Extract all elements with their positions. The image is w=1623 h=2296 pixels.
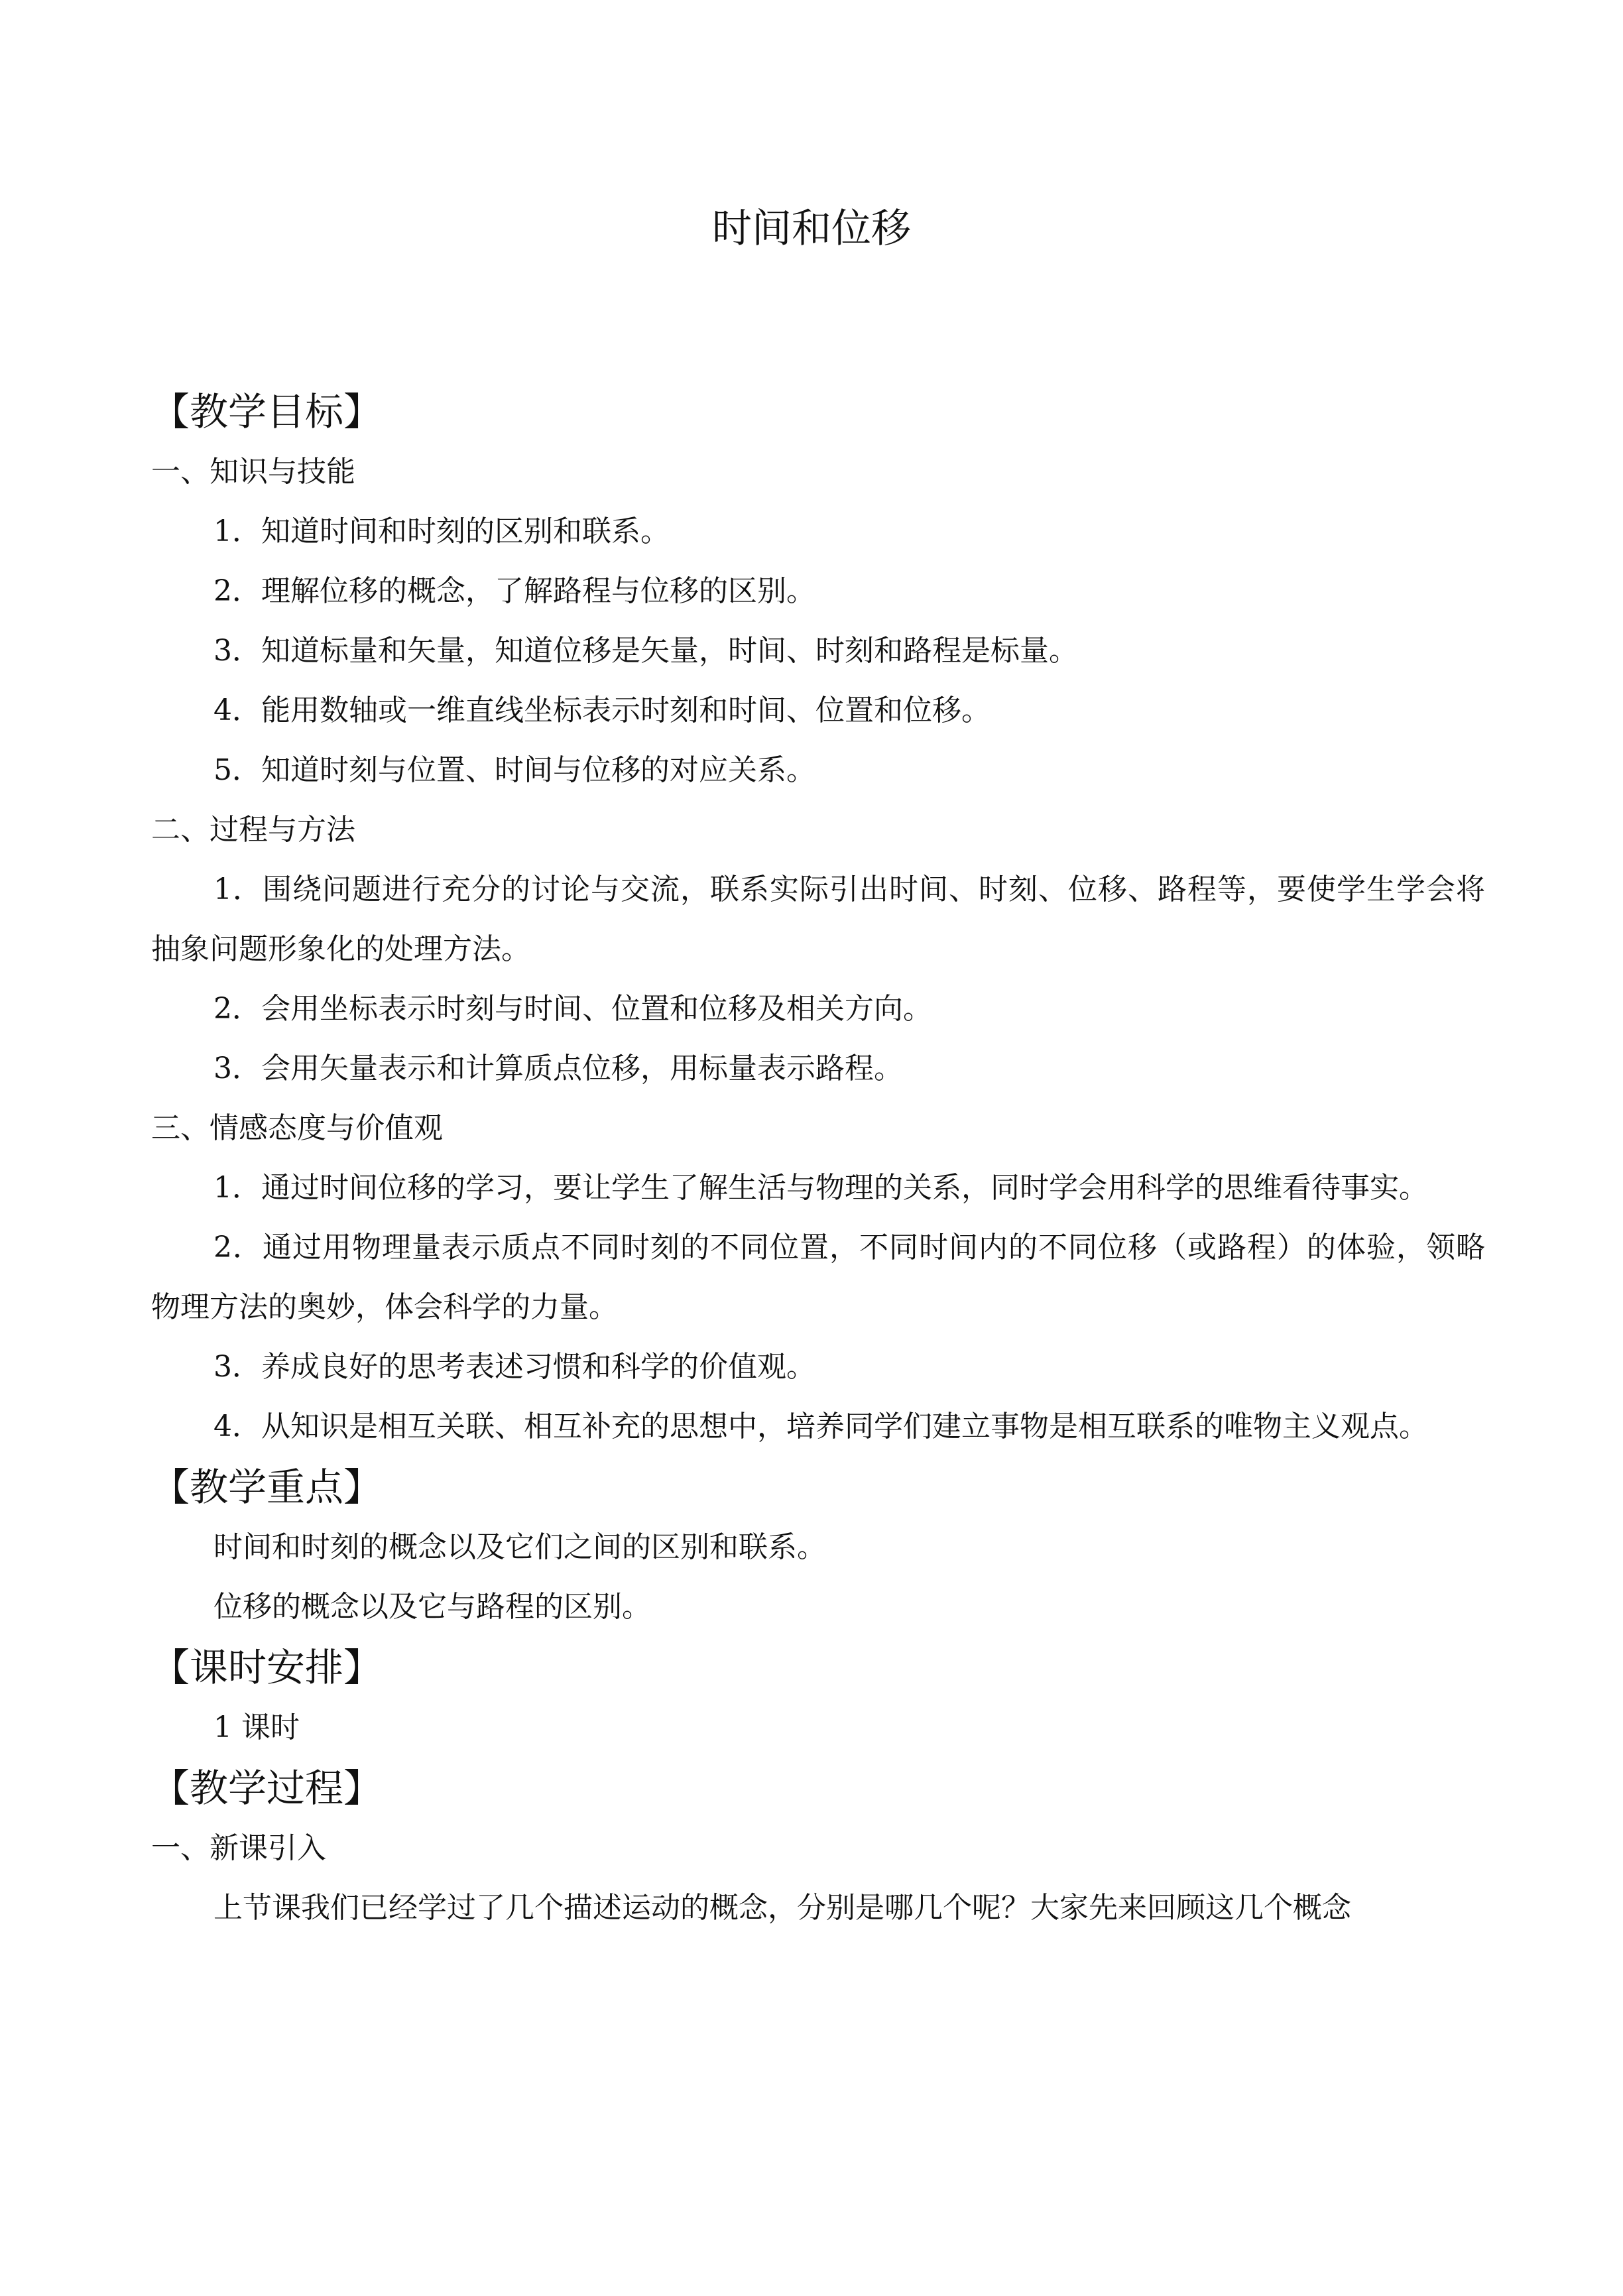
list-item: 1．知道时间和时刻的区别和联系。 [213,514,670,548]
teaching-process-heading: 【教学过程】 [151,1766,383,1811]
emotion-heading: 三、情感态度与价值观 [151,1111,443,1145]
intro-heading: 一、新课引入 [151,1831,326,1865]
list-item: 5．知道时刻与位置、时间与位移的对应关系。 [213,753,815,787]
objectives-heading: 【教学目标】 [151,389,383,434]
knowledge-heading: 一、知识与技能 [151,455,355,489]
list-item: 4．能用数轴或一维直线坐标表示时刻和时间、位置和位移。 [213,694,991,727]
list-item: 2．会用坐标表示时刻与时间、位置和位移及相关方向。 [213,992,932,1026]
schedule-text: 1 课时 [213,1711,300,1744]
key-point-item: 时间和时刻的概念以及它们之间的区别和联系。 [213,1530,826,1564]
list-item: 2．通过用物理量表示质点不同时刻的不同位置，不同时间内的不同位移（或路程）的体验，领略物理方法的奥妙，体会科学的力量。 [151,1231,1485,1324]
list-item: 4．从知识是相互关联、相互补充的思想中，培养同学们建立事物是相互联系的唯物主义观点。 [213,1410,1428,1443]
list-item: 2．理解位移的概念，了解路程与位移的区别。 [213,574,815,608]
list-item: 3．养成良好的思考表述习惯和科学的价值观。 [213,1350,815,1384]
list-item: 3．知道标量和矢量，知道位移是矢量，时间、时刻和路程是标量。 [213,634,1078,668]
intro-text: 上节课我们已经学过了几个描述运动的概念，分别是哪几个呢？大家先来回顾这几个概念 [213,1891,1351,1925]
document-body [151,381,1485,1938]
list-item: 1．围绕问题进行充分的讨论与交流，联系实际引出时间、时刻、位移、路程等，要使学生学会将抽象问题形象化的处理方法。 [151,873,1485,966]
key-point-item: 位移的概念以及它与路程的区别。 [213,1590,651,1624]
schedule-heading: 【课时安排】 [151,1645,383,1690]
key-points-heading: 【教学重点】 [151,1465,383,1510]
document-title: 时间和位移 [712,206,911,252]
process-method-heading: 二、过程与方法 [151,813,355,847]
list-item: 1．通过时间位移的学习，要让学生了解生活与物理的关系，同时学会用科学的思维看待事实。 [213,1171,1428,1205]
list-item: 3．会用矢量表示和计算质点位移，用标量表示路程。 [213,1052,903,1085]
